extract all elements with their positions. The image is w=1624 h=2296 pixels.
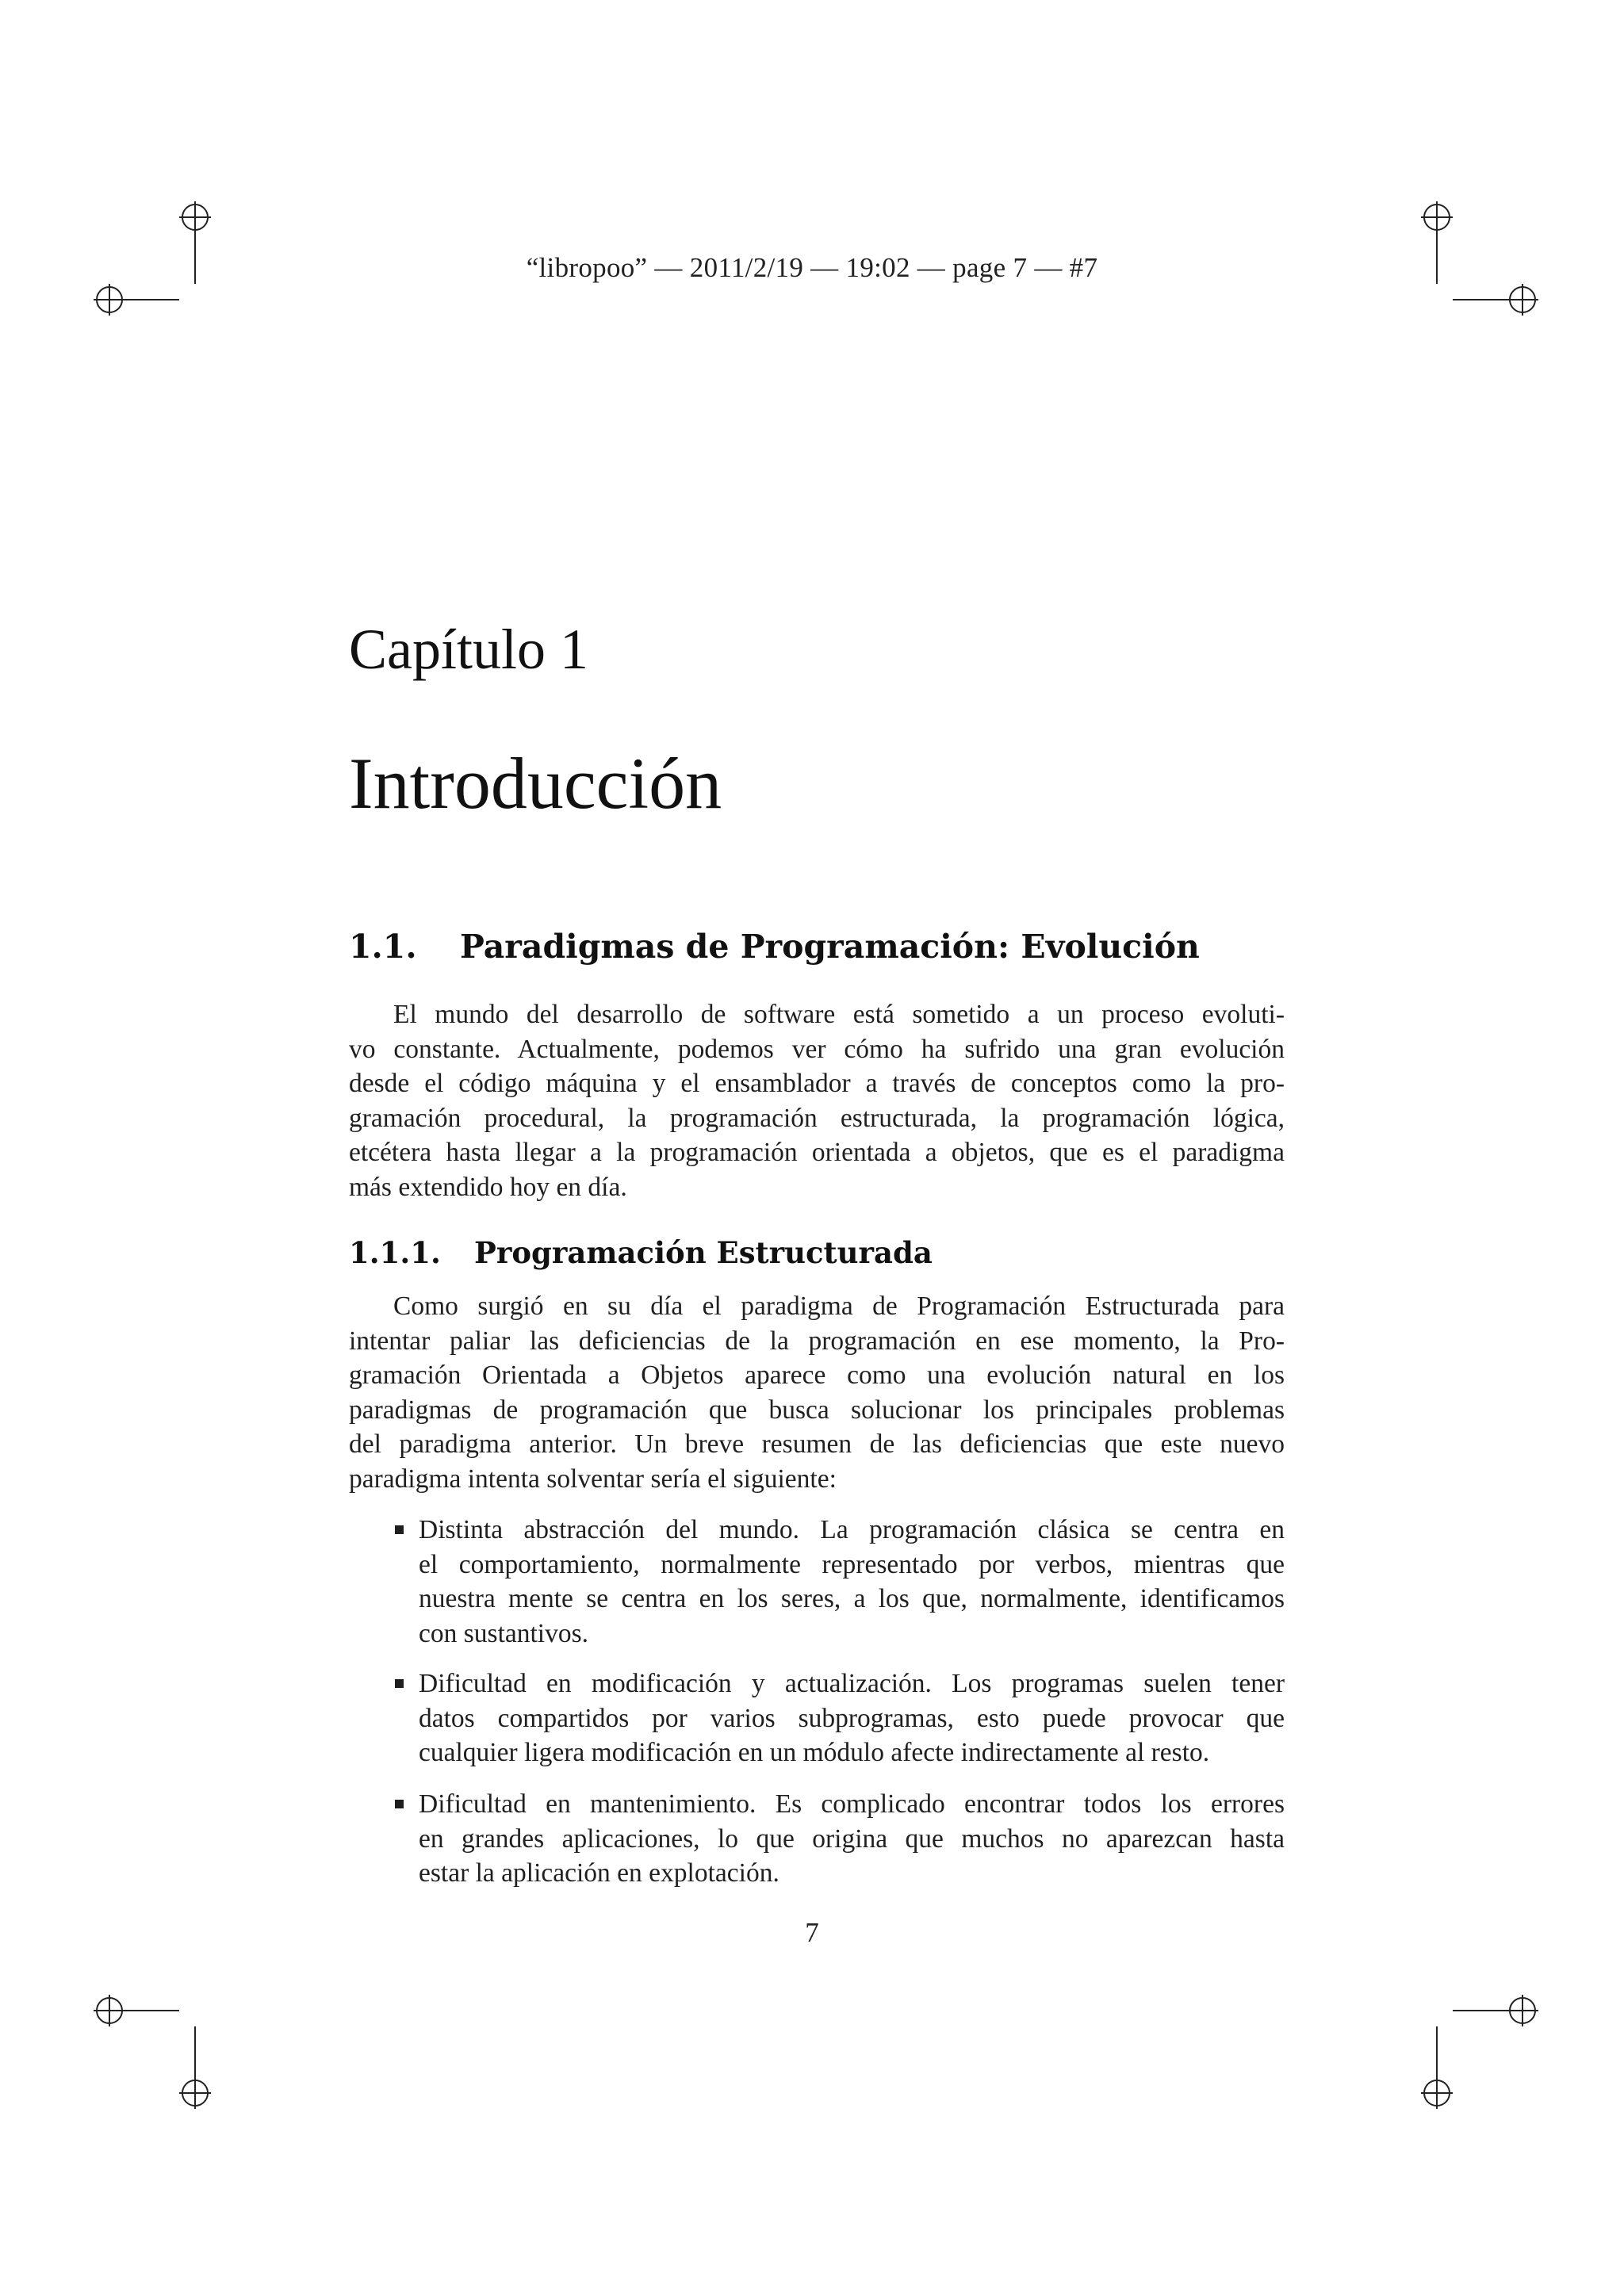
bullet-line: con sustantivos.	[419, 1618, 589, 1648]
bullet-line: cualquier ligera modificación en un módulo afecte indirectamente al resto.	[419, 1738, 1210, 1767]
bullet-line: nuestra mente se centra en los seres, a los que, normalmente, identificamos	[419, 1584, 1285, 1613]
paragraph-line: más extendido hoy en día.	[349, 1172, 627, 1202]
section-paragraph	[349, 997, 1285, 1204]
paragraph-line: gramación Orientada a Objetos aparece como una evolución natural en los	[349, 1360, 1285, 1390]
bullet-item	[419, 1513, 1285, 1651]
paragraph-line: gramación procedural, la programación estructurada, la programación lógica,	[349, 1103, 1285, 1133]
section-heading	[349, 928, 1200, 966]
bullet-line: Distinta abstracción del mundo. La programación clásica se centra en	[419, 1515, 1285, 1544]
paragraph-line: vo constante. Actualmente, podemos ver cómo ha sufrido una gran evolución	[349, 1034, 1285, 1064]
chapter-title: Introducción	[349, 743, 722, 824]
bullet-line: datos compartidos por varios subprogramas, esto puede provocar que	[419, 1703, 1285, 1733]
paragraph-line: El mundo del desarrollo de software está sometido a un proceso evoluti-	[393, 1000, 1285, 1029]
chapter-label: Capítulo 1	[349, 618, 588, 681]
subsection-heading	[349, 1235, 933, 1270]
bullet-line: Dificultad en mantenimiento. Es complicado encontrar todos los errores	[419, 1789, 1285, 1819]
paragraph-line: desde el código máquina y el ensamblador a través de conceptos como la pro-	[349, 1069, 1285, 1098]
bullet-square-icon	[395, 1525, 404, 1534]
subsection-number: 1.1.1.	[349, 1235, 441, 1270]
registration-mark-bottom-left	[94, 1995, 211, 2109]
bullet-item	[419, 1787, 1285, 1891]
paragraph-line: Como surgió en su día el paradigma de Programación Estructurada para	[393, 1292, 1285, 1321]
paragraph-line: intentar paliar las deficiencias de la programación en ese momento, la Pro-	[349, 1326, 1285, 1356]
section-title: Paradigmas de Programación: Evolución	[460, 928, 1200, 966]
bullet-square-icon	[395, 1679, 404, 1688]
bullet-square-icon	[395, 1800, 404, 1808]
paragraph-line: etcétera hasta llegar a la programación orientada a objetos, que es el paradigma	[349, 1138, 1285, 1167]
registration-mark-bottom-right	[1421, 1995, 1538, 2109]
section-number: 1.1.	[349, 928, 417, 966]
bullet-item	[419, 1667, 1285, 1770]
bullet-line: Dificultad en modificación y actualización. Los programas suelen tener	[419, 1669, 1285, 1698]
page-number: 7	[805, 1917, 819, 1948]
paragraph-line: paradigma intenta solventar sería el siguiente:	[349, 1464, 837, 1494]
subsection-title: Programación Estructurada	[474, 1235, 933, 1270]
bullet-line: en grandes aplicaciones, lo que origina que muchos no aparezcan hasta	[419, 1823, 1285, 1854]
running-head: “libropoo” — 2011/2/19 — 19:02 — page 7 — #7	[526, 252, 1098, 283]
bullet-line: el comportamiento, normalmente representado por verbos, mientras que	[419, 1549, 1285, 1579]
bullet-line: estar la aplicación en explotación.	[419, 1858, 779, 1888]
paragraph-line: paradigmas de programación que busca solucionar los principales problemas	[349, 1395, 1285, 1425]
subsection-paragraph	[349, 1289, 1285, 1496]
paragraph-line: del paradigma anterior. Un breve resumen de las deficiencias que este nuevo	[349, 1429, 1285, 1459]
